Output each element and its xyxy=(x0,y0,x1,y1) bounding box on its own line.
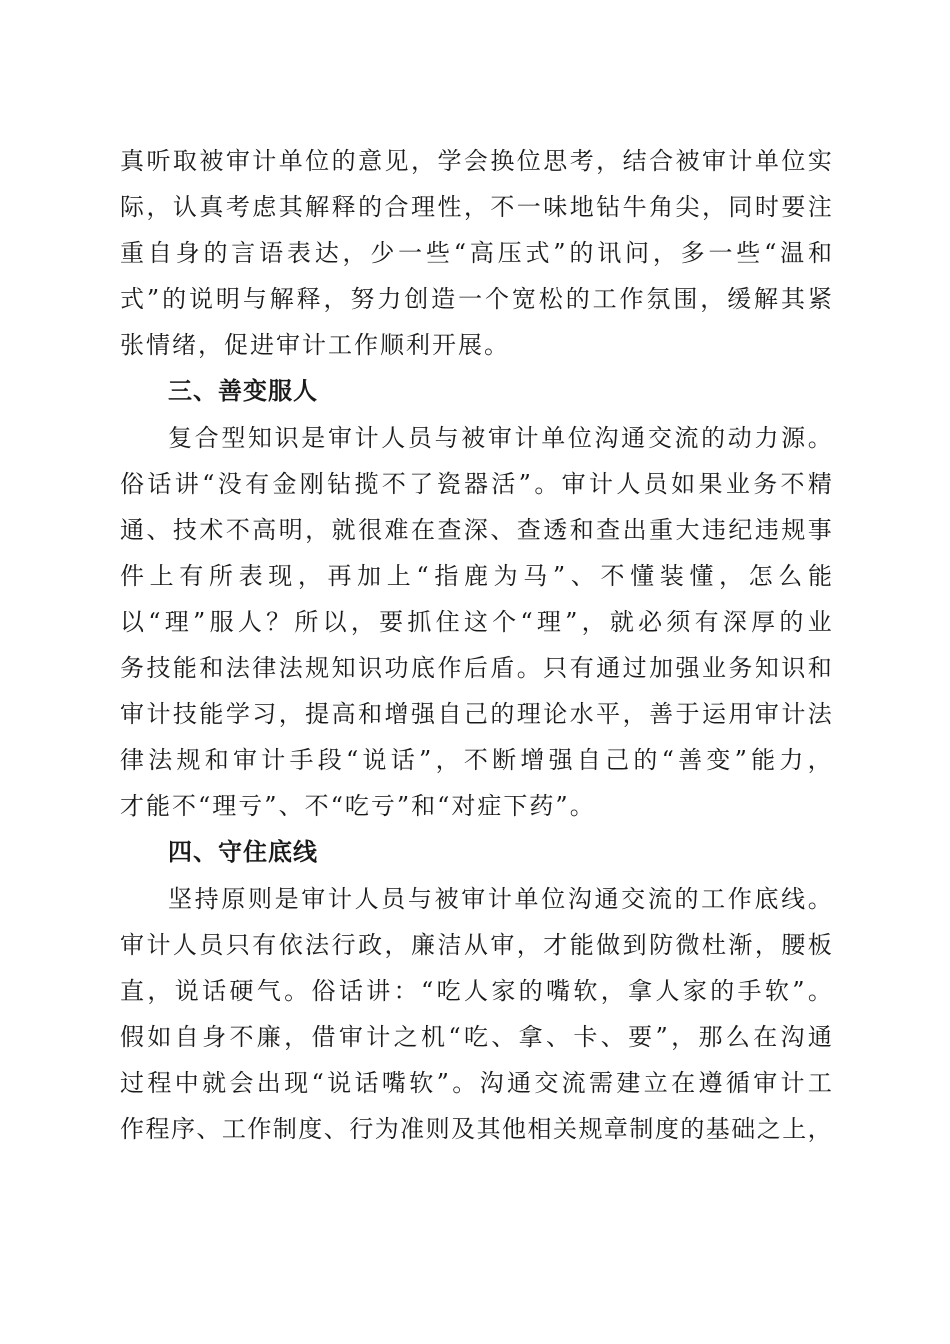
paragraph-line: 式 ” 的 说 明 与 解 释 ， 努 力 创 造 一 个 宽 松 的 工 作 氛 围 ， 缓 解 其 紧 xyxy=(120,285,832,314)
document-body xyxy=(120,138,832,1152)
paragraph-line: 件 上 有 所 表 现 ， 再 加 上 “ 指 鹿 为 马 ” 、 不 懂 装 懂 ， 怎 么 能 xyxy=(120,561,832,590)
paragraph-line: 律 法 规 和 审 计 手 段 “ 说 话 ” ， 不 断 增 强 自 己 的 “ 善 变 ” 能 力 ， xyxy=(120,746,832,775)
paragraph-line: 作 程 序 、 工 作 制 度 、 行 为 准 则 及 其 他 相 关 规 章 制 度 的 基 础 之 上 ， xyxy=(120,1114,832,1143)
paragraph-line: 俗 话 讲 “ 没 有 金 刚 钻 揽 不 了 瓷 器 活 ” 。 审 计 人 员 如 果 业 务 不 精 xyxy=(120,469,832,498)
paragraph-line: 以 “ 理 ” 服 人 ？ 所 以 ， 要 抓 住 这 个 “ 理 ” ， 就 必 须 有 深 厚 的 业 xyxy=(120,607,832,636)
paragraph-first-line: 复 合 型 知 识 是 审 计 人 员 与 被 审 计 单 位 沟 通 交 流 的 动 力 源 。 xyxy=(168,423,832,452)
paragraph-first-line: 坚 持 原 则 是 审 计 人 员 与 被 审 计 单 位 沟 通 交 流 的 工 作 底 线 。 xyxy=(168,884,832,913)
paragraph-last-line: 才 能 不 “ 理 亏 ” 、 不 “ 吃 亏 ” 和 “ 对 症 下 药 ” 。 xyxy=(120,792,596,821)
paragraph-line: 务 技 能 和 法 律 法 规 知 识 功 底 作 后 盾 。 只 有 通 过 加 强 业 务 知 识 和 xyxy=(120,654,832,683)
paragraph-line: 审 计 人 员 只 有 依 法 行 政 ， 廉 洁 从 审 ， 才 能 做 到 防 微 杜 渐 ， 腰 板 xyxy=(120,930,832,959)
paragraph-line: 过 程 中 就 会 出 现 “ 说 话 嘴 软 ” 。 沟 通 交 流 需 建 立 在 遵 循 审 计 工 xyxy=(120,1068,832,1097)
paragraph-line: 假 如 自 身 不 廉 ， 借 审 计 之 机 “ 吃 、 拿 、 卡 、 要 ” ， 那 么 在 沟 通 xyxy=(120,1022,832,1051)
paragraph-line: 审 计 技 能 学 习 ， 提 高 和 增 强 自 己 的 理 论 水 平 ， 善 于 运 用 审 计 法 xyxy=(120,700,832,729)
paragraph-line: 真 听 取 被 审 计 单 位 的 意 见 ， 学 会 换 位 思 考 ， 结 合 被 审 计 单 位 实 xyxy=(120,147,832,175)
paragraph-line: 通 、 技 术 不 高 明 ， 就 很 难 在 查 深 、 查 透 和 查 出 重 大 违 纪 违 规 事 xyxy=(120,515,832,544)
paragraph-last-line: 张 情 绪 ， 促 进 审 计 工 作 顺 利 开 展 。 xyxy=(120,331,510,360)
paragraph-line: 重 自 身 的 言 语 表 达 ， 少 一 些 “ 高 压 式 ” 的 讯 问 ， 多 一 些 “ 温 和 xyxy=(120,239,832,268)
section-heading: 四、守住底线 xyxy=(168,838,318,867)
section-heading: 三、善变服人 xyxy=(168,377,318,406)
paragraph-line: 际 ， 认 真 考 虑 其 解 释 的 合 理 性 ， 不 一 味 地 钻 牛 角 尖 ， 同 时 要 注 xyxy=(120,193,832,222)
paragraph-line: 直 ， 说 话 硬 气 。 俗 话 讲 ： “ 吃 人 家 的 嘴 软 ， 拿 人 家 的 手 软 ” 。 xyxy=(120,976,832,1005)
